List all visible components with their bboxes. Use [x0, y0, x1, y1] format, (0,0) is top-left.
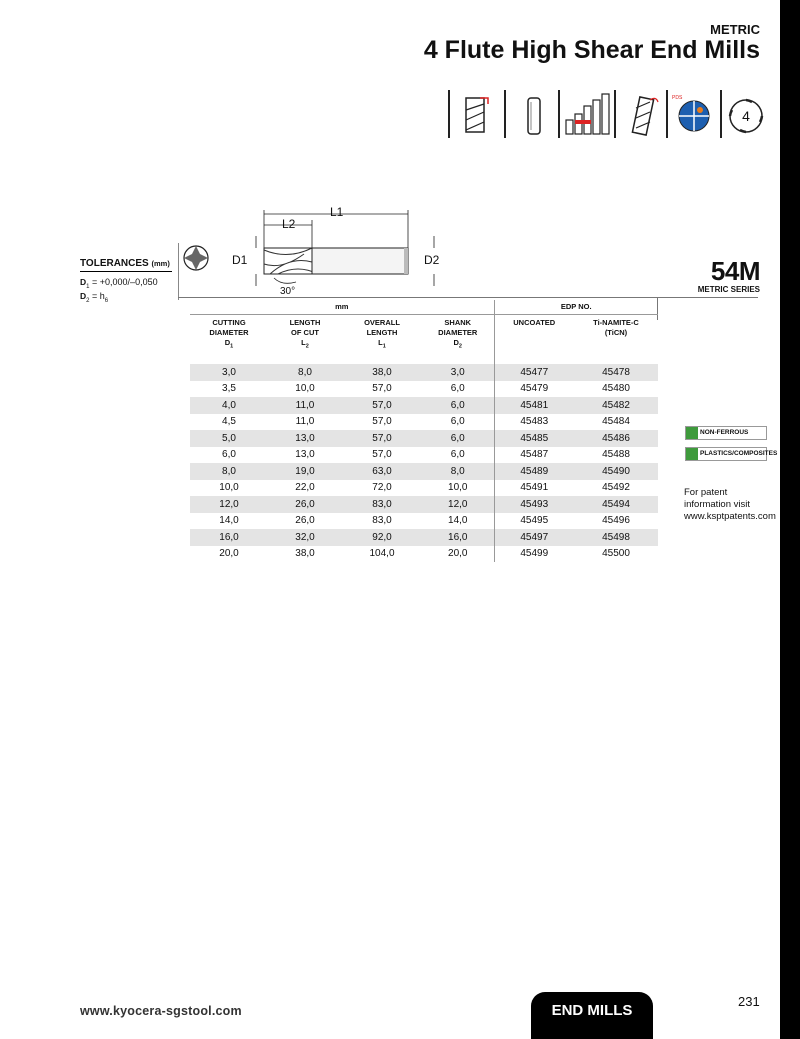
table-cell: 6,0: [422, 397, 494, 414]
header-tag: METRIC: [710, 22, 760, 37]
table-cell: 57,0: [372, 383, 392, 395]
table-cell: 10,0: [448, 482, 468, 494]
table-cell: 26,0: [268, 496, 342, 513]
table-cell: 11,0: [295, 416, 315, 428]
d1-label: D1: [232, 253, 248, 267]
icon-separator: [448, 90, 450, 138]
tolerances-heading: [80, 258, 170, 269]
table-cell: 45484: [602, 416, 630, 428]
col-length-of-cut: LENGTH OF CUT $L_2$: [289, 317, 321, 349]
table-row: [190, 364, 658, 381]
table-cell: 4,0: [190, 397, 268, 414]
col-uncoated: UNCOATED: [494, 314, 574, 364]
table-cell: 92,0: [342, 529, 422, 546]
table-cell: 45479: [494, 381, 574, 398]
table-cell: 45497: [494, 529, 574, 546]
table-cell: 8,0: [422, 463, 494, 480]
table-cell: 45485: [494, 430, 574, 447]
table-cell: 104,0: [369, 548, 395, 560]
tolerance-d1: $D_1 = +0,000/-0,050$: [80, 277, 158, 290]
feature-icon-row: [440, 90, 775, 142]
table-cell: 14,0: [448, 515, 468, 527]
icon-separator: [558, 90, 560, 138]
tool-dimension-drawing: [178, 198, 448, 298]
table-cell: 3,0: [422, 364, 494, 381]
section-tab-end-mills: END MILLS: [531, 992, 653, 1039]
icon-separator: [504, 90, 506, 138]
table-cell: 12,0: [422, 496, 494, 513]
table-cell: 14,0: [219, 515, 239, 527]
table-cell: 72,0: [372, 482, 392, 494]
table-cell: 57,0: [342, 430, 422, 447]
icon-separator: [720, 90, 722, 138]
table-cell: 10,0: [219, 482, 239, 494]
helix-angle-icon: [620, 90, 672, 142]
plain-shank-icon: [510, 90, 562, 142]
table-cell: 38,0: [295, 548, 315, 560]
col-overall-length: OVERALL LENGTH $L_1$: [364, 317, 400, 349]
table-cell: 45488: [602, 449, 630, 461]
group-mm: mm: [190, 300, 494, 314]
material-swatch: [686, 427, 698, 439]
table-cell: 20,0: [448, 548, 468, 560]
tolerances-unit: (mm): [151, 259, 170, 268]
table-column-header: [190, 314, 658, 364]
group-edp: EDP NO.: [494, 300, 658, 314]
table-cell: 13,0: [268, 430, 342, 447]
material-swatch: [686, 448, 698, 460]
table-cell: 57,0: [342, 397, 422, 414]
table-cell: 83,0: [372, 515, 392, 527]
table-cell: 6,0: [450, 416, 465, 428]
table-row: [190, 447, 658, 464]
series-rule: [178, 297, 758, 298]
table-cell: 3,0: [190, 364, 268, 381]
tolerances-title: TOLERANCES: [80, 258, 149, 269]
patent-note: For patent information visit www.ksptpatents.com: [684, 487, 776, 522]
d2-label: D2: [424, 253, 440, 267]
table-cell: 45481: [494, 397, 574, 414]
page-number: 231: [738, 994, 760, 1009]
table-cell: 6,0: [450, 383, 465, 395]
flute-count-icon: [724, 90, 776, 142]
table-cell: 13,0: [295, 449, 315, 461]
end-mill-spec-table: [190, 300, 658, 562]
series-code: 54M: [710, 256, 760, 286]
table-cell: 26,0: [295, 515, 315, 527]
table-cell: 45480: [602, 383, 630, 395]
table-cell: 12,0: [190, 496, 268, 513]
table-cell: 3,5: [222, 383, 236, 395]
table-row: [190, 463, 658, 480]
right-edge-bar: [780, 0, 800, 1039]
tolerance-d2: $D_2 = h_6$: [80, 291, 109, 304]
ppds-coating-globe-icon: [670, 90, 722, 142]
table-cell: 11,0: [268, 397, 342, 414]
col-tinamite-c: Ti-NAMITE-C (TiCN): [593, 317, 639, 337]
l1-label: L1: [330, 205, 344, 219]
l2-label: L2: [282, 217, 296, 231]
table-cell: 4,5: [222, 416, 236, 428]
table-cell: 20,0: [219, 548, 239, 560]
icon-separator: [614, 90, 616, 138]
col-shank-diameter: SHANK DIAMETER $D_2$: [438, 317, 478, 349]
table-cell: 22,0: [295, 482, 315, 494]
table-row: [190, 414, 658, 431]
col-cutting-diameter: CUTTING DIAMETER $D_1$: [209, 317, 249, 349]
series-label: METRIC SERIES: [697, 285, 760, 294]
table-cell: 38,0: [342, 364, 422, 381]
table-cell: 57,0: [372, 449, 392, 461]
table-cell: 45477: [494, 364, 574, 381]
table-row: [190, 480, 658, 497]
table-cell: 45483: [494, 414, 574, 431]
table-cell: 45487: [494, 447, 574, 464]
table-cell: 45486: [574, 430, 658, 447]
table-row: [190, 546, 658, 563]
ppds-label: PDS: [672, 95, 683, 101]
table-cell: 57,0: [372, 416, 392, 428]
patent-link[interactable]: www.ksptpatents.com: [684, 511, 776, 522]
table-cell: 45498: [574, 529, 658, 546]
footer-website-link[interactable]: www.kyocera-sgstool.com: [80, 1004, 242, 1018]
table-cell: 45491: [494, 480, 574, 497]
table-row: [190, 496, 658, 513]
table-cell: 16,0: [190, 529, 268, 546]
table-cell: 5,0: [190, 430, 268, 447]
table-cell: 45489: [494, 463, 574, 480]
table-cell: 45493: [494, 496, 574, 513]
table-row: [190, 529, 658, 546]
table-cell: 6,0: [422, 430, 494, 447]
icon-separator: [666, 90, 668, 138]
table-cell: 45495: [494, 513, 574, 530]
table-group-header: [190, 300, 658, 314]
table-row: [190, 430, 658, 447]
table-body: [190, 364, 658, 562]
material-tag-plastics-composites: PLASTICS/COMPOSITES: [685, 447, 767, 461]
multi-length-icon: [564, 90, 616, 142]
table-cell: 6,0: [222, 449, 236, 461]
tolerances-rule: [80, 271, 172, 272]
table-cell: 83,0: [342, 496, 422, 513]
table-cell: 63,0: [342, 463, 422, 480]
table-cell: 45494: [574, 496, 658, 513]
table-cell: 45499: [494, 546, 574, 563]
square-end-icon: [454, 90, 506, 142]
table-row: [190, 513, 658, 530]
table-cell: 8,0: [190, 463, 268, 480]
table-row: [190, 397, 658, 414]
table-cell: 45482: [574, 397, 658, 414]
end-view-icon: [184, 246, 208, 270]
helix-angle-label: 30°: [280, 286, 296, 297]
page-title: 4 Flute High Shear End Mills: [423, 36, 760, 64]
material-tag-non-ferrous: NON-FERROUS: [685, 426, 767, 440]
table-cell: 19,0: [268, 463, 342, 480]
table-cell: 45490: [574, 463, 658, 480]
table-cell: 10,0: [295, 383, 315, 395]
table-cell: 45496: [602, 515, 630, 527]
table-cell: 45500: [602, 548, 630, 560]
table-cell: 32,0: [268, 529, 342, 546]
flute-count-label: 4: [742, 108, 750, 124]
table-cell: 16,0: [422, 529, 494, 546]
table-cell: 45492: [602, 482, 630, 494]
drawing-frame-line: [178, 243, 179, 300]
table-row: [190, 381, 658, 398]
table-cell: 6,0: [450, 449, 465, 461]
table-cell: 45478: [574, 364, 658, 381]
table-cell: 8,0: [268, 364, 342, 381]
